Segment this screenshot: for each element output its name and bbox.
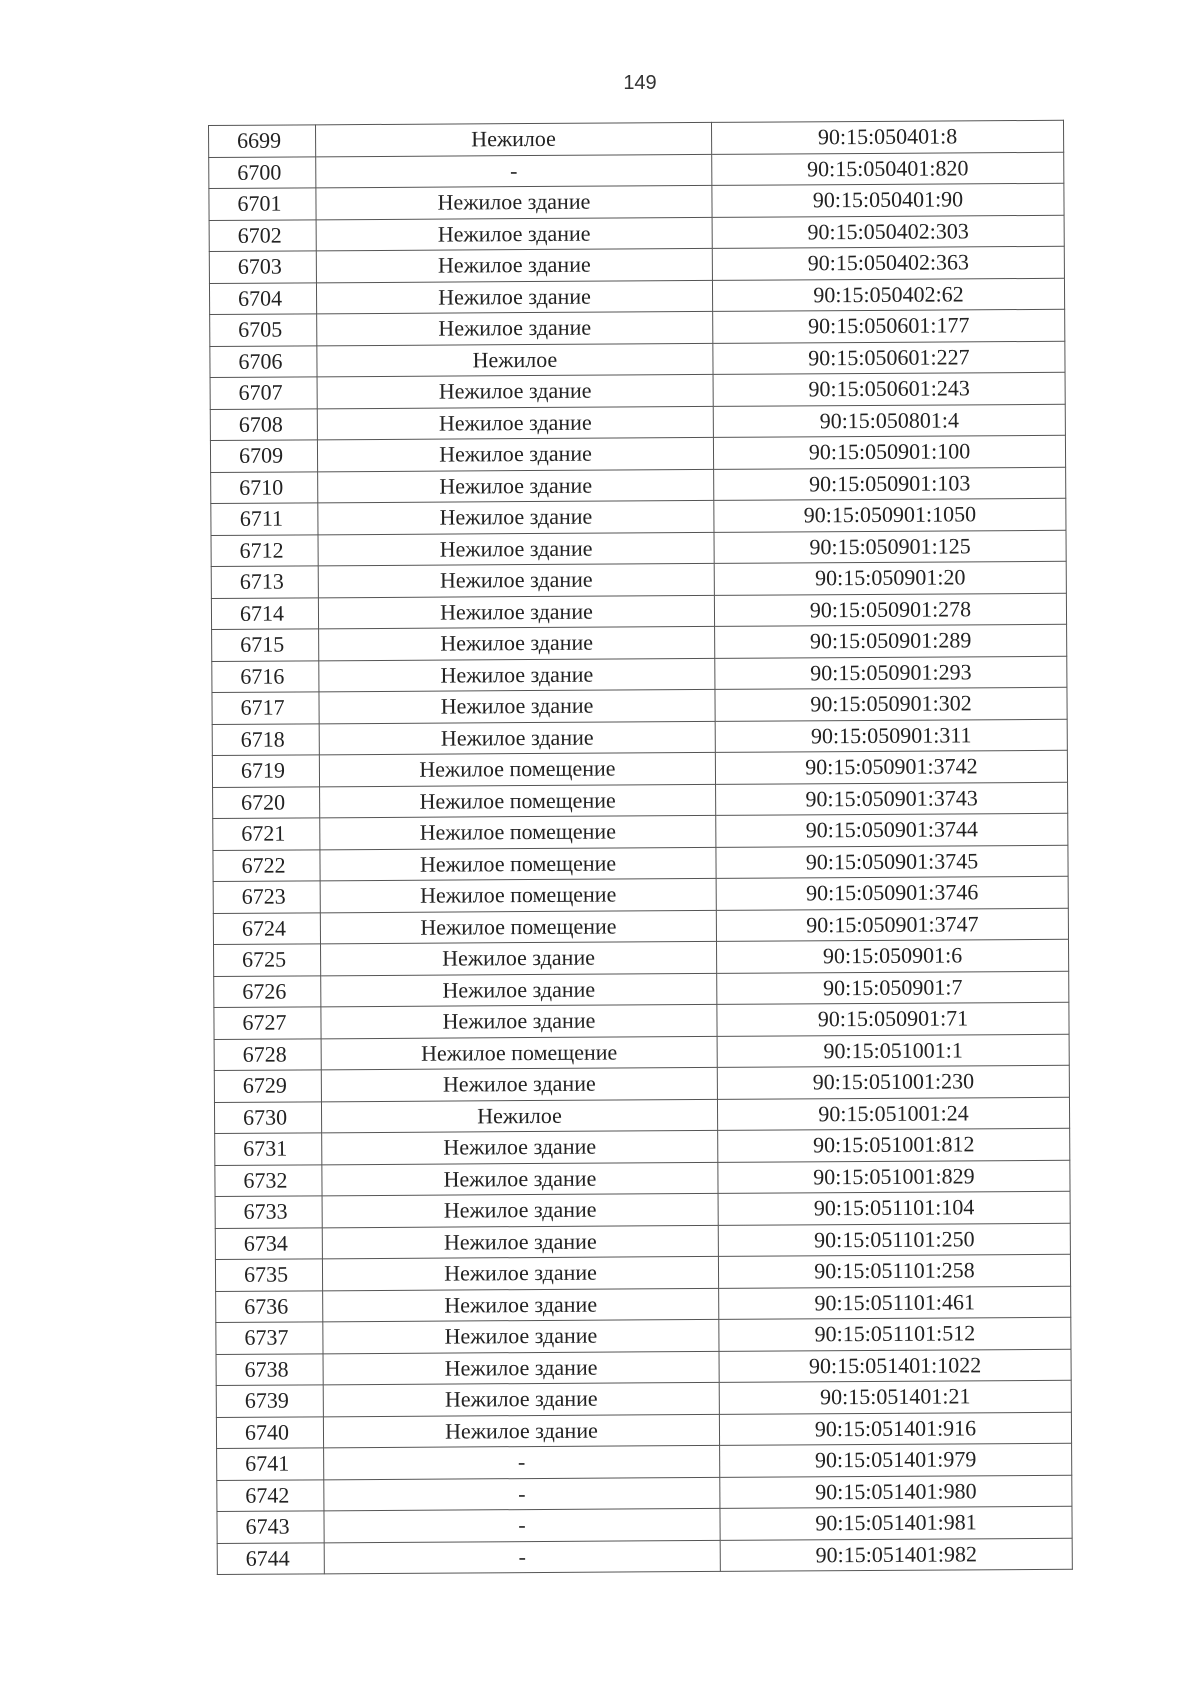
cadastral-number-cell: 90:15:050601:243 [713,372,1065,406]
table-row [213,908,1068,945]
row-number-cell: 6719 [212,755,319,787]
cadastral-number-cell: 90:15:051401:981 [720,1506,1072,1540]
table-row [217,1506,1072,1543]
object-type-cell: Нежилое здание [322,1162,718,1196]
object-type-cell: Нежилое здание [321,941,717,975]
table-row [214,971,1069,1008]
row-number-cell: 6730 [214,1101,321,1133]
cadastral-number-cell: 90:15:051101:258 [718,1254,1070,1288]
cadastral-number-cell: 90:15:050901:3745 [716,845,1068,879]
cadastral-number-cell: 90:15:050402:303 [712,215,1064,249]
cadastral-number-cell: 90:15:051401:916 [719,1412,1071,1446]
row-number-cell: 6727 [214,1007,321,1039]
table-row [210,404,1065,441]
cadastral-number-cell: 90:15:050901:278 [714,593,1066,627]
row-number-cell: 6703 [209,251,316,283]
object-type-cell: Нежилое здание [322,1256,718,1290]
row-number-cell: 6729 [214,1070,321,1102]
object-type-cell: Нежилое здание [323,1382,719,1416]
table-row [214,1097,1069,1134]
cadastral-number-cell: 90:15:050901:125 [714,530,1066,564]
table-row [209,246,1064,283]
table-row [214,1002,1069,1039]
row-number-cell: 6721 [213,818,320,850]
row-number-cell: 6715 [212,629,319,661]
table-row [212,656,1067,693]
object-type-cell: Нежилое помещение [320,815,716,849]
cadastral-number-cell: 90:15:051401:979 [720,1443,1072,1477]
object-type-cell: - [324,1540,720,1574]
row-number-cell: 6707 [210,377,317,409]
table-row [213,845,1068,882]
row-number-cell: 6739 [216,1385,323,1417]
table-row [210,309,1065,346]
table-row [211,561,1066,598]
cadastral-number-cell: 90:15:051001:24 [717,1097,1069,1131]
row-number-cell: 6725 [214,944,321,976]
row-number-cell: 6699 [209,125,316,157]
cadastral-number-cell: 90:15:050901:3743 [716,782,1068,816]
table-row [217,1475,1072,1512]
table-row [212,624,1067,661]
object-type-cell: Нежилое здание [322,1225,718,1259]
table-row [211,467,1066,504]
table-row [216,1412,1071,1449]
table-row [213,782,1068,819]
object-type-cell: Нежилое здание [319,721,715,755]
row-number-cell: 6731 [215,1133,322,1165]
object-type-cell: Нежилое здание [318,532,714,566]
table-row [216,1286,1071,1323]
cadastral-number-cell: 90:15:051001:230 [717,1065,1069,1099]
object-type-cell: - [324,1508,720,1542]
object-type-cell: Нежилое помещение [320,878,716,912]
row-number-cell: 6702 [209,219,316,251]
row-number-cell: 6722 [213,849,320,881]
object-type-cell: Нежилое здание [318,500,714,534]
table-row [215,1160,1070,1197]
cadastral-number-cell: 90:15:050901:302 [715,687,1067,721]
row-number-cell: 6726 [214,975,321,1007]
property-table-body [209,120,1073,1574]
cadastral-number-cell: 90:15:050901:293 [715,656,1067,690]
property-table [208,120,1073,1575]
object-type-cell: Нежилое [317,343,713,377]
table-row [215,1191,1070,1228]
row-number-cell: 6701 [209,188,316,220]
table-row [210,372,1065,409]
cadastral-number-cell: 90:15:050901:20 [714,561,1066,595]
object-type-cell: Нежилое здание [321,1067,717,1101]
table-row [216,1380,1071,1417]
table-row [209,120,1064,157]
row-number-cell: 6734 [215,1227,322,1259]
object-type-cell: Нежилое [316,122,712,156]
table-row [211,530,1066,567]
table-row [209,278,1064,315]
cadastral-number-cell: 90:15:050901:71 [717,1002,1069,1036]
cadastral-number-cell: 90:15:050901:311 [715,719,1067,753]
row-number-cell: 6706 [210,345,317,377]
cadastral-number-cell: 90:15:050402:363 [712,246,1064,280]
cadastral-number-cell: 90:15:051401:21 [719,1380,1071,1414]
row-number-cell: 6709 [210,440,317,472]
row-number-cell: 6740 [216,1416,323,1448]
table-row [214,1034,1069,1071]
table-row [213,876,1068,913]
row-number-cell: 6737 [216,1322,323,1354]
object-type-cell: - [324,1445,720,1479]
object-type-cell: Нежилое здание [321,973,717,1007]
row-number-cell: 6735 [215,1259,322,1291]
row-number-cell: 6744 [217,1542,324,1574]
table-row [213,813,1068,850]
row-number-cell: 6717 [212,692,319,724]
cadastral-number-cell: 90:15:051001:812 [718,1128,1070,1162]
object-type-cell: Нежилое помещение [320,847,716,881]
object-type-cell: Нежилое здание [316,280,712,314]
row-number-cell: 6700 [209,156,316,188]
cadastral-number-cell: 90:15:051101:250 [718,1223,1070,1257]
object-type-cell: Нежилое здание [318,469,714,503]
row-number-cell: 6742 [217,1479,324,1511]
row-number-cell: 6716 [212,660,319,692]
object-type-cell: Нежилое здание [323,1319,719,1353]
cadastral-number-cell: 90:15:050901:1050 [714,498,1066,532]
cadastral-number-cell: 90:15:050901:7 [717,971,1069,1005]
object-type-cell: Нежилое здание [317,374,713,408]
cadastral-number-cell: 90:15:050402:62 [712,278,1064,312]
row-number-cell: 6704 [209,282,316,314]
row-number-cell: 6708 [210,408,317,440]
row-number-cell: 6718 [212,723,319,755]
cadastral-number-cell: 90:15:050601:227 [713,341,1065,375]
cadastral-number-cell: 90:15:051101:461 [719,1286,1071,1320]
row-number-cell: 6723 [213,881,320,913]
object-type-cell: Нежилое помещение [321,1036,717,1070]
row-number-cell: 6720 [213,786,320,818]
object-type-cell: Нежилое помещение [320,784,716,818]
page-number: 149 [623,72,657,94]
object-type-cell: Нежилое здание [319,658,715,692]
object-type-cell: Нежилое здание [322,1193,718,1227]
row-number-cell: 6710 [211,471,318,503]
object-type-cell: - [316,154,712,188]
table-row [216,1349,1071,1386]
row-number-cell: 6724 [213,912,320,944]
object-type-cell: Нежилое здание [317,437,713,471]
object-type-cell: Нежилое здание [317,406,713,440]
cadastral-number-cell: 90:15:050901:103 [714,467,1066,501]
table-row [211,498,1066,535]
cadastral-number-cell: 90:15:050901:3742 [715,750,1067,784]
table-row [216,1317,1071,1354]
object-type-cell: Нежилое здание [322,1130,718,1164]
object-type-cell: Нежилое здание [318,595,714,629]
table-row [210,341,1065,378]
row-number-cell: 6743 [217,1511,324,1543]
object-type-cell: Нежилое здание [319,626,715,660]
object-type-cell: Нежилое здание [319,689,715,723]
object-type-cell: Нежилое здание [316,217,712,251]
cadastral-number-cell: 90:15:051101:104 [718,1191,1070,1225]
property-table-container [208,120,1072,1575]
row-number-cell: 6738 [216,1353,323,1385]
table-row [209,215,1064,252]
row-number-cell: 6713 [211,566,318,598]
row-number-cell: 6714 [211,597,318,629]
table-row [214,1065,1069,1102]
cadastral-number-cell: 90:15:051001:1 [717,1034,1069,1068]
table-row [209,183,1064,220]
row-number-cell: 6728 [214,1038,321,1070]
cadastral-number-cell: 90:15:050601:177 [713,309,1065,343]
cadastral-number-cell: 90:15:051101:512 [719,1317,1071,1351]
object-type-cell: Нежилое помещение [320,910,716,944]
cadastral-number-cell: 90:15:050901:100 [713,435,1065,469]
object-type-cell: - [324,1477,720,1511]
cadastral-number-cell: 90:15:050901:289 [715,624,1067,658]
table-row [212,719,1067,756]
object-type-cell: Нежилое здание [317,311,713,345]
cadastral-number-cell: 90:15:050901:3746 [716,876,1068,910]
cadastral-number-cell: 90:15:050401:8 [711,120,1063,154]
cadastral-number-cell: 90:15:051401:982 [720,1538,1072,1572]
cadastral-number-cell: 90:15:050801:4 [713,404,1065,438]
row-number-cell: 6705 [210,314,317,346]
table-row [217,1443,1072,1480]
row-number-cell: 6712 [211,534,318,566]
object-type-cell: Нежилое здание [321,1004,717,1038]
table-row [215,1223,1070,1260]
cadastral-number-cell: 90:15:050401:90 [712,183,1064,217]
table-row [214,939,1069,976]
table-row [217,1538,1072,1575]
object-type-cell: Нежилое здание [318,563,714,597]
object-type-cell: Нежилое помещение [319,752,715,786]
object-type-cell: Нежилое здание [323,1288,719,1322]
object-type-cell: Нежилое [321,1099,717,1133]
row-number-cell: 6732 [215,1164,322,1196]
table-row [209,152,1064,189]
cadastral-number-cell: 90:15:050401:820 [712,152,1064,186]
cadastral-number-cell: 90:15:050901:3744 [716,813,1068,847]
table-row [215,1254,1070,1291]
cadastral-number-cell: 90:15:050901:6 [716,939,1068,973]
object-type-cell: Нежилое здание [323,1351,719,1385]
row-number-cell: 6733 [215,1196,322,1228]
cadastral-number-cell: 90:15:050901:3747 [716,908,1068,942]
cadastral-number-cell: 90:15:051401:1022 [719,1349,1071,1383]
row-number-cell: 6711 [211,503,318,535]
table-row [211,593,1066,630]
row-number-cell: 6741 [217,1448,324,1480]
cadastral-number-cell: 90:15:051001:829 [718,1160,1070,1194]
table-row [215,1128,1070,1165]
cadastral-number-cell: 90:15:051401:980 [720,1475,1072,1509]
table-row [212,750,1067,787]
table-row [212,687,1067,724]
object-type-cell: Нежилое здание [323,1414,719,1448]
object-type-cell: Нежилое здание [316,248,712,282]
row-number-cell: 6736 [216,1290,323,1322]
table-row [210,435,1065,472]
object-type-cell: Нежилое здание [316,185,712,219]
